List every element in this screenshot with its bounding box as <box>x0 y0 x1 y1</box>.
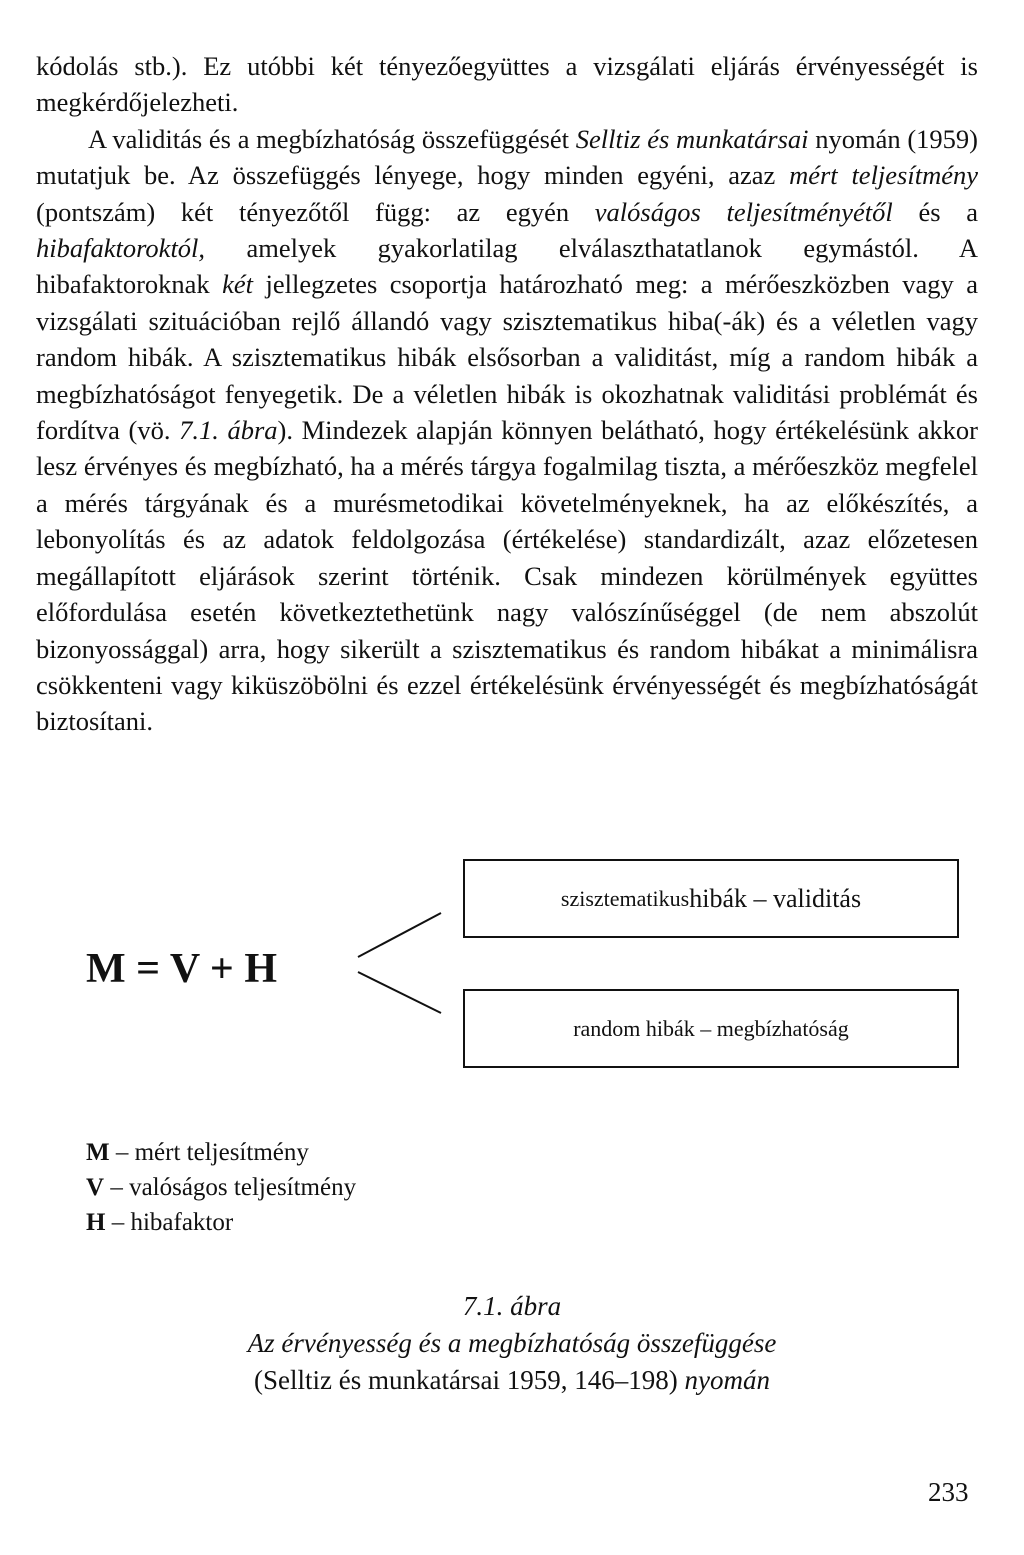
random-errors-box <box>463 989 959 1068</box>
term-measured-performance: mért teljesítmény <box>789 160 978 191</box>
body-text <box>36 48 978 740</box>
caption-source-italic: nyomán <box>684 1365 770 1395</box>
legend-row <box>86 1135 356 1170</box>
legend-text: valóságos teljesítmény <box>129 1174 357 1201</box>
paragraph-2 <box>36 121 978 740</box>
legend-symbol: H <box>86 1209 106 1236</box>
text-span: jellegzetes csoportja határozható meg: a mérőeszközben vagy a vizsgálati szituációban rejlő állandó vagy szisztematikus hiba(-ák) és a véletlen vagy random hibák. A szisztematikus hibák elsősorban a validitást, míg a random hibák a megbízhatóságot fenyegetik. De a véletlen hibák is okozhatnak validitási problémát és fordítva (vö. <box>36 269 979 446</box>
text-span: nyomán (1959) mutatjuk be. Az összefüggés lényege, hogy minden egyéni, azaz <box>36 123 978 191</box>
legend-symbol: M <box>86 1139 110 1166</box>
caption-source-text: (Selltiz és munkatársai 1959, 146–198) <box>254 1365 685 1395</box>
text-span: amelyek gyakorlatilag elválaszthatatlanok egymástól. A hibafaktoroknak <box>36 233 978 300</box>
text-span: (pontszám) két tényezőtől függ: az egyén <box>36 196 595 227</box>
legend-row <box>86 1170 356 1205</box>
page-number: 233 <box>928 1477 969 1507</box>
caption-title: Az érvényesség és a megbízhatóság összefüggése <box>247 1328 777 1358</box>
figure-reference: 7.1. ábra <box>179 415 278 446</box>
box-label-small: szisztematikus <box>560 885 690 911</box>
caption-number: 7.1. ábra <box>462 1291 562 1321</box>
term-error-factors: hibafaktoroktól, <box>36 233 206 264</box>
box-label-rest: hibák – validitás <box>689 883 862 913</box>
legend-symbol: V <box>86 1174 105 1201</box>
caption-source <box>0 1362 1024 1399</box>
box-label: random hibák – megbízhatóság <box>573 1015 849 1041</box>
connector-line-up <box>358 913 441 957</box>
legend-sep: – <box>104 1174 130 1201</box>
text-span: ). Mindezek alapján könnyen belátható, hogy értékelésünk akkor lesz érvényes és megbízható, ha a mérés tárgya fogalmilag tiszta, a mérőeszköz megfelel a mérés tárgyának és a murésmetodikai követelményeknek, ha az előkészítés, a lebonyolítás és az adatok feldolgozása (értékelése) standardizált, azaz előzetesen megállapított eljárások szerint történik. Csak mindezen körülmények együttes előfordulása esetén következtethetünk nagy valószínűséggel (de nem abszolút bizonyossággal) arra, hogy sikerült a szisztematikus és random hibákat a minimálisra csökkenteni vagy kiküszöbölni és ezzel értékelésünk érvényességét és megbízhatóságát biztosítani. <box>36 415 978 737</box>
connector-line-down <box>358 972 441 1013</box>
systematic-errors-box <box>463 859 959 938</box>
term-true-performance: valóságos teljesítményétől <box>594 196 893 227</box>
author-reference: Selltiz és munkatársai <box>575 123 809 154</box>
emphasis-two: két <box>222 269 254 300</box>
formula: M = V + H <box>86 946 277 992</box>
legend <box>86 1135 356 1240</box>
text-span: A validitás és a megbízhatóság összefüggését <box>88 123 576 154</box>
legend-row <box>86 1205 356 1240</box>
legend-text: hibafaktor <box>130 1209 234 1236</box>
figure-caption <box>0 1288 1024 1399</box>
legend-sep: – <box>105 1209 131 1236</box>
legend-sep: – <box>109 1139 135 1166</box>
paragraph-1: kódolás stb.). Ez utóbbi két tényezőegyüttes a vizsgálati eljárás érvényességét is megkérdőjelezheti. <box>36 51 978 118</box>
text-span: és a <box>892 196 978 227</box>
legend-text: mért teljesítmény <box>134 1139 309 1166</box>
